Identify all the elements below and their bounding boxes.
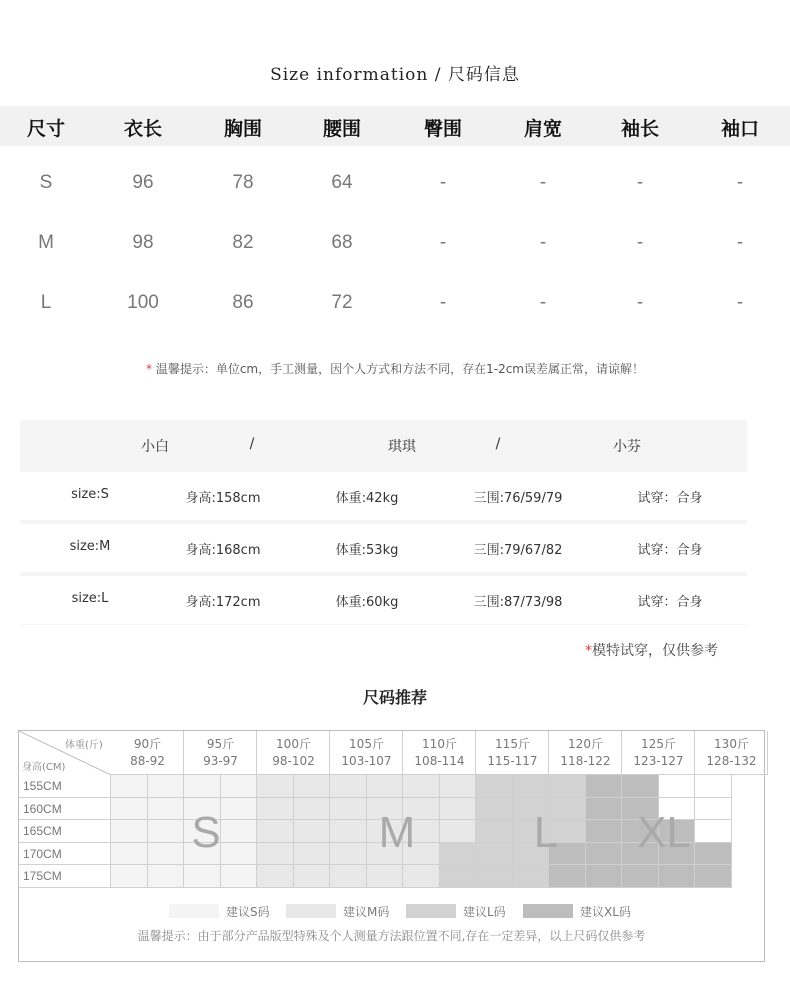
size-cell: 96: [132, 172, 154, 193]
size-row: [0, 292, 790, 318]
model-name: 小白: [141, 439, 169, 455]
size-grid-cell: [294, 820, 331, 843]
legend-label: 建议S码: [226, 905, 270, 919]
weight-range-label: 88-92: [130, 754, 165, 768]
size-grid-cell: [330, 775, 367, 798]
weight-jin-label: 100斤: [276, 737, 311, 751]
size-grid-cell: [440, 865, 477, 888]
weight-jin-label: 90斤: [133, 737, 162, 751]
note-star: *: [145, 362, 152, 376]
model-cell: size:L: [71, 591, 109, 606]
model-cell: size:M: [69, 539, 111, 554]
size-cell: S: [39, 172, 53, 193]
legend-label: 建议L码: [463, 905, 506, 919]
recommend-note: 温馨提示：由于部分产品版型特殊及个人测量方法跟位置不同,存在一定差异，以上尺码仅供参考: [137, 929, 646, 943]
size-cell: 78: [232, 172, 254, 193]
legend-label: 建议XL码: [580, 905, 631, 919]
size-grid-cell: [184, 865, 221, 888]
size-row: [0, 172, 790, 198]
model-fit-table: [20, 420, 747, 625]
size-grid-cell: [330, 865, 367, 888]
model-cell: 体重:53kg: [335, 543, 399, 558]
weight-jin-label: 125斤: [641, 737, 676, 751]
size-recommend-chart: [18, 730, 765, 962]
size-grid-cell: [257, 798, 294, 821]
size-cell: 100: [127, 292, 159, 313]
size-grid-cell: [403, 775, 440, 798]
zone-label-l: L: [533, 808, 559, 857]
size-grid-cell: [257, 820, 294, 843]
size-cell: -: [736, 232, 744, 253]
size-grid-cell: [440, 775, 477, 798]
size-cell: -: [439, 172, 447, 193]
size-grid-cell: [367, 865, 404, 888]
size-grid-cell: [549, 775, 586, 798]
size-grid-cell: [622, 865, 659, 888]
legend-swatch-s: [169, 904, 219, 918]
size-col-header: 腰围: [322, 118, 361, 140]
legend-swatch-xl: [523, 904, 573, 918]
weight-range-label: 108-114: [414, 754, 465, 768]
size-grid-cell: [513, 775, 550, 798]
size-cell: -: [736, 172, 744, 193]
legend-label: 建议M码: [343, 905, 390, 919]
height-label: 175CM: [23, 869, 62, 884]
size-grid-cell: [513, 865, 550, 888]
weight-jin-label: 115斤: [495, 737, 530, 751]
model-cell: 体重:42kg: [335, 491, 399, 506]
weight-jin-label: 110斤: [422, 737, 457, 751]
measurement-note: [0, 360, 790, 377]
zone-label-m: M: [378, 808, 416, 857]
size-grid-cell: [659, 865, 696, 888]
header-separator: /: [495, 436, 501, 452]
model-note: [585, 640, 718, 660]
size-grid-cell: [221, 865, 258, 888]
size-col-header: 袖口: [720, 118, 759, 140]
size-grid-cell: [111, 820, 148, 843]
size-grid-cell: [184, 775, 221, 798]
model-row: [20, 576, 747, 624]
weight-range-label: 93-97: [203, 754, 238, 768]
size-cell: -: [439, 292, 447, 313]
size-row: [0, 232, 790, 258]
size-grid-cell: [294, 775, 331, 798]
size-grid-cell: [367, 775, 404, 798]
recommend-title: 尺码推荐: [362, 688, 427, 707]
size-cell: -: [636, 172, 644, 193]
weight-range-label: 123-127: [633, 754, 684, 768]
size-grid-cell: [294, 798, 331, 821]
corner-weight-label: 体重(斤): [65, 740, 103, 751]
model-row: [20, 524, 747, 572]
size-grid-cell: [257, 775, 294, 798]
size-cell: -: [539, 232, 547, 253]
size-grid-cell: [476, 775, 513, 798]
size-cell: 68: [331, 232, 353, 253]
model-cell: 身高:172cm: [185, 595, 261, 610]
note-text: 温馨提示：单位cm，手工测量，因个人方式和方法不同，存在1-2cm误差属正常，请谅解！: [155, 362, 644, 376]
size-grid-cell: [148, 865, 185, 888]
model-cell: 体重:60kg: [335, 595, 399, 610]
size-grid-cell: [221, 775, 258, 798]
size-grid-cell: [695, 775, 732, 798]
size-grid-cell: [659, 775, 696, 798]
size-info-title: Size information / 尺码信息: [270, 65, 520, 85]
size-grid-cell: [403, 865, 440, 888]
size-cell: L: [40, 292, 52, 313]
size-cell: -: [736, 292, 744, 313]
model-cell: 身高:158cm: [185, 491, 261, 506]
weight-jin-label: 105斤: [349, 737, 384, 751]
size-grid-cell: [294, 843, 331, 866]
model-cell: size:S: [71, 487, 109, 502]
size-grid-cell: [622, 775, 659, 798]
height-label: 170CM: [23, 846, 62, 861]
height-label: 165CM: [23, 824, 62, 839]
height-label: 155CM: [23, 779, 62, 793]
weight-jin-label: 120斤: [568, 737, 603, 751]
size-grid-cell: [111, 775, 148, 798]
zone-label-s: S: [191, 808, 221, 857]
model-cell: 身高:168cm: [185, 543, 261, 558]
size-grid-cell: [148, 775, 185, 798]
header-separator: /: [249, 436, 255, 452]
recommend-legend: [19, 901, 764, 921]
size-cell: M: [38, 232, 54, 253]
corner-height-label: 身高(CM): [22, 762, 66, 773]
weight-range-label: 103-107: [341, 754, 392, 768]
model-cell: 三围:79/67/82: [473, 543, 563, 558]
size-cell: 86: [232, 292, 254, 313]
size-col-header: 臀围: [423, 118, 462, 140]
size-grid-cell: [111, 843, 148, 866]
size-col-header: 袖长: [620, 118, 659, 140]
height-label: 160CM: [23, 801, 62, 816]
size-cell: 64: [331, 172, 353, 193]
size-cell: 98: [132, 232, 154, 253]
model-cell: 三围:76/59/79: [473, 491, 563, 506]
size-grid-cell: [257, 865, 294, 888]
size-grid-cell: [695, 865, 732, 888]
weight-range-label: 118-122: [560, 754, 611, 768]
size-col-header: 肩宽: [523, 118, 562, 140]
legend-swatch-m: [286, 904, 336, 918]
size-col-header: 尺寸: [26, 118, 65, 140]
model-cell: 试穿：合身: [637, 491, 703, 506]
size-cell: -: [539, 172, 547, 193]
model-cell: 试穿：合身: [637, 543, 703, 558]
model-cell: 三围:87/73/98: [473, 595, 563, 610]
model-row: [20, 472, 747, 520]
size-grid-cell: [586, 775, 623, 798]
size-col-header: 胸围: [223, 118, 262, 140]
size-cell: 72: [331, 292, 353, 313]
weight-jin-label: 130斤: [714, 737, 749, 751]
size-cell: -: [636, 232, 644, 253]
model-note-text: 模特试穿，仅供参考: [592, 643, 718, 659]
weight-range-label: 115-117: [487, 754, 538, 768]
size-grid-cell: [476, 865, 513, 888]
model-names-header: [20, 420, 747, 468]
size-grid-cell: [257, 843, 294, 866]
size-cell: -: [539, 292, 547, 313]
model-name: 琪琪: [388, 439, 416, 455]
size-table-header: [0, 106, 790, 146]
zone-label-xl: XL: [637, 808, 691, 857]
size-col-header: 衣长: [123, 118, 162, 140]
size-grid-cell: [586, 865, 623, 888]
model-cell: 试穿：合身: [637, 595, 703, 610]
weight-range-label: 128-132: [706, 754, 757, 768]
size-cell: -: [439, 232, 447, 253]
size-grid-cell: [111, 865, 148, 888]
size-grid-cell: [549, 865, 586, 888]
weight-jin-label: 95斤: [206, 737, 235, 751]
model-note-star: *: [585, 643, 592, 659]
size-cell: 82: [232, 232, 254, 253]
size-grid-cell: [294, 865, 331, 888]
legend-swatch-l: [406, 904, 456, 918]
size-cell: -: [636, 292, 644, 313]
weight-range-label: 98-102: [272, 754, 315, 768]
size-grid-cell: [111, 798, 148, 821]
model-name: 小芬: [613, 439, 641, 455]
